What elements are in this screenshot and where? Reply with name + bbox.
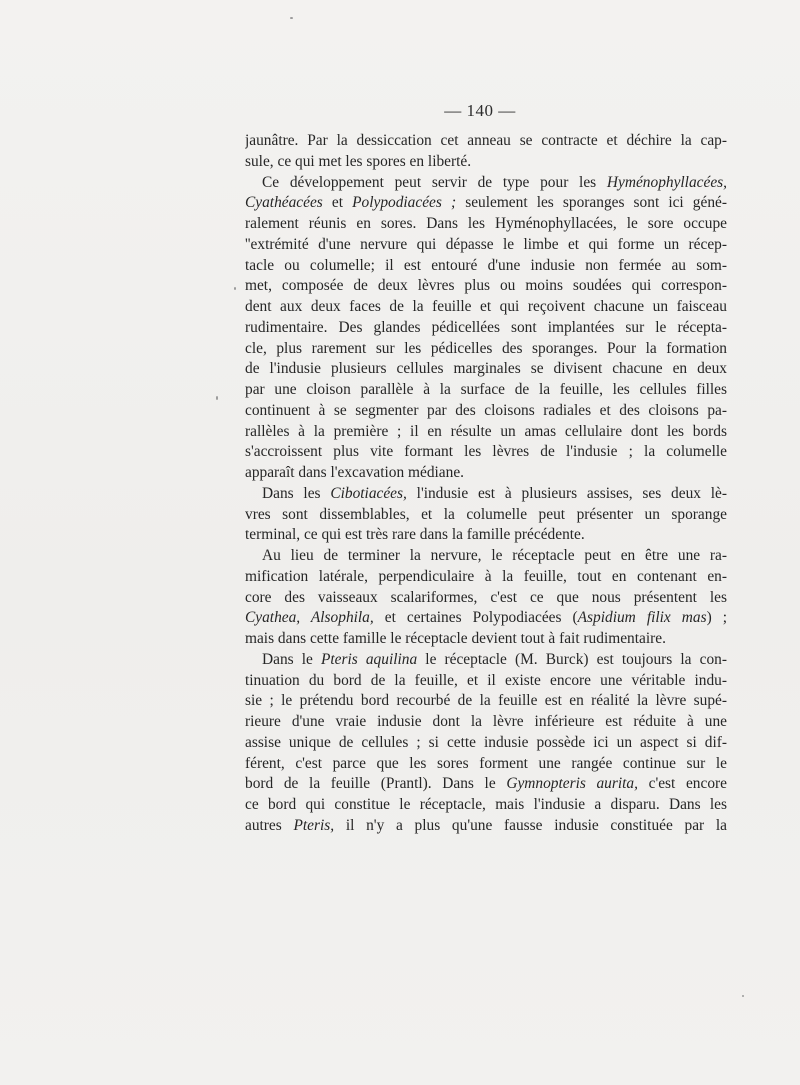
text-line: tinuation du bord de la feuille, et il existe encore une véritable indu-	[245, 671, 727, 689]
text-line: sule, ce qui met les spores en liberté.	[245, 152, 472, 170]
text-line: continuent à se segmenter par des cloisons radiales et des cloisons pa-	[245, 401, 727, 419]
text-line: ce bord qui constitue le réceptacle, mais l'indusie a disparu. Dans les	[245, 796, 727, 813]
text-line: core des vaisseaux scalariformes, c'est ce que nous présentent les	[245, 588, 727, 606]
paper-speck	[234, 287, 236, 290]
paper-speck	[216, 396, 218, 400]
body-text	[245, 131, 727, 837]
text-line: férent, c'est parce que les sores forment une rangée continue sur le	[245, 754, 727, 772]
page-number: — 140 —	[444, 101, 516, 120]
text-line: apparaît dans l'excavation médiane.	[245, 464, 465, 481]
text-line: met, composée de deux lèvres plus ou moins soudées qui correspon-	[245, 277, 727, 295]
text-line: autres Pteris, il n'y a plus qu'une fausse indusie constituée par la	[245, 816, 727, 834]
text-line: vres sont dissemblables, et la columelle peut présenter un sporange	[245, 505, 727, 523]
text-line: rieure d'une vraie indusie dont la lèvre inférieure est réduite à une	[245, 713, 727, 730]
text-line: Cyathéacées et Polypodiacées ; seulement les sporanges sont ici géné-	[245, 194, 727, 212]
text-line: Cyathea, Alsophila, et certaines Polypodiacées (Aspidium filix mas) ;	[245, 609, 727, 627]
text-line: de l'indusie plusieurs cellules marginales se divisent chacune en deux	[245, 360, 727, 378]
text-line: rudimentaire. Des glandes pédicellées sont implantées sur le récepta-	[245, 318, 727, 336]
text-line: Dans le Pteris aquilina le réceptacle (M. Burck) est toujours la con-	[262, 650, 727, 668]
text-line: s'accroissent plus vite formant les lèvres de l'indusie ; la columelle	[245, 443, 727, 461]
text-line: ''extrémité d'une nervure qui dépasse le limbe et qui forme un récep-	[245, 235, 727, 253]
text-line: Au lieu de terminer la nervure, le réceptacle peut en être une ra-	[262, 547, 727, 564]
text-line: bord de la feuille (Prantl). Dans le Gymnopteris aurita, c'est encore	[245, 775, 727, 793]
paper-speck	[742, 995, 744, 997]
text-line: assise unique de cellules ; si cette indusie possède ici un aspect si dif-	[245, 733, 727, 751]
text-line: rallèles à la première ; il en résulte un amas cellulaire dont les bords	[245, 422, 727, 440]
text-line: jaunâtre. Par la dessiccation cet anneau se contracte et déchire la cap-	[245, 132, 727, 149]
text-line: mification latérale, perpendiculaire à la feuille, tout en contenant en-	[245, 567, 727, 585]
text-line: mais dans cette famille le réceptacle devient tout à fait rudimentaire.	[245, 630, 666, 647]
text-line: tacle ou columelle; il est entouré d'une indusie non fermée au som-	[245, 256, 727, 274]
text-line: dent aux deux faces de la feuille et qui reçoivent chacune un faisceau	[245, 298, 727, 315]
text-line: cle, plus rarement sur les pédicelles des sporanges. Pour la formation	[245, 339, 727, 357]
text-line: ralement réunis en sores. Dans les Hyménophyllacées, le sore occupe	[245, 215, 727, 232]
text-line: terminal, ce qui est très rare dans la famille précédente.	[245, 526, 585, 544]
text-line: Dans les Cibotiacées, l'indusie est à plusieurs assises, ses deux lè-	[262, 484, 727, 502]
text-line: Ce développement peut servir de type pour les Hyménophyllacées,	[262, 173, 727, 191]
paper-speck	[290, 17, 293, 19]
text-line: sie ; le prétendu bord recourbé de la feuille est en réalité la lèvre supé-	[245, 692, 727, 710]
text-line: par une cloison parallèle à la surface de la feuille, les cellules filles	[245, 381, 727, 398]
